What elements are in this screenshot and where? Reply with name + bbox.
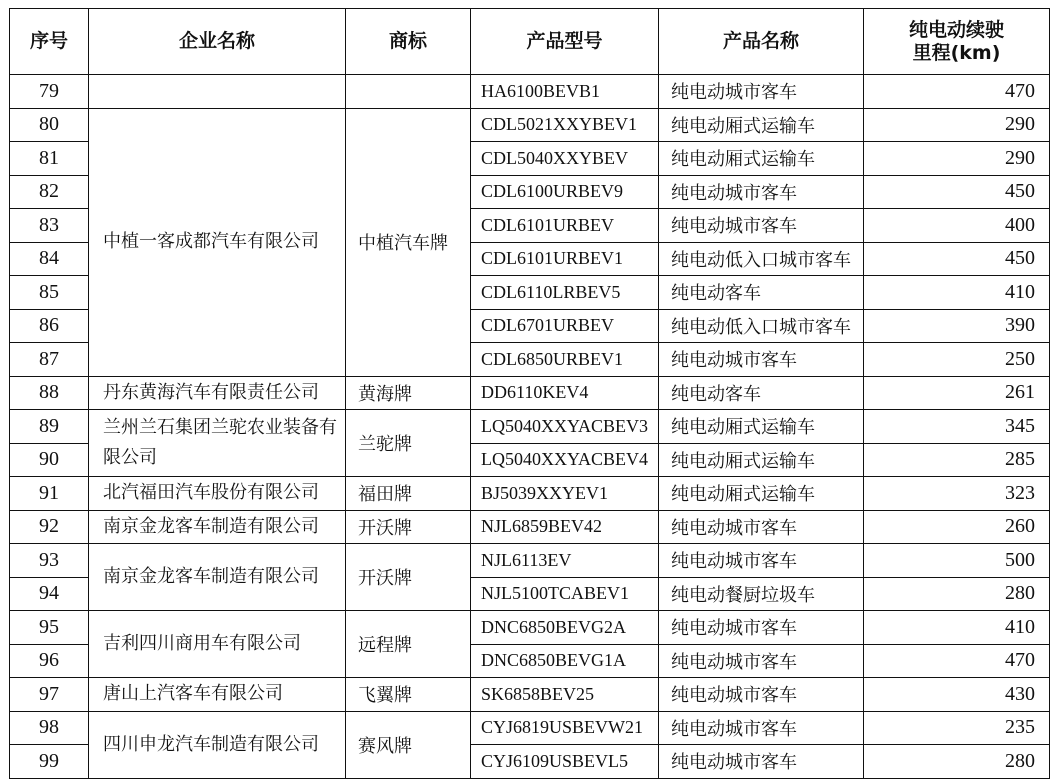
company-cell: 吉利四川商用车有限公司	[89, 611, 346, 678]
product-name-cell: 纯电动城市客车	[659, 544, 864, 578]
header-company: 企业名称	[89, 9, 346, 75]
range-cell: 323	[864, 477, 1050, 511]
range-cell: 470	[864, 75, 1050, 109]
model-cell: CDL6100URBEV9	[471, 175, 659, 209]
seq-cell: 93	[10, 544, 89, 578]
seq-cell: 91	[10, 477, 89, 511]
model-cell: CYJ6819USBEVW21	[471, 711, 659, 745]
range-cell: 235	[864, 711, 1050, 745]
model-cell: CDL5040XXYBEV	[471, 142, 659, 176]
company-cell: 四川申龙汽车制造有限公司	[89, 711, 346, 778]
product-name-cell: 纯电动低入口城市客车	[659, 242, 864, 276]
seq-cell: 89	[10, 410, 89, 444]
company-cell: 南京金龙客车制造有限公司	[89, 510, 346, 544]
seq-cell: 80	[10, 108, 89, 142]
brand-cell	[346, 75, 471, 109]
model-cell: CDL6850URBEV1	[471, 343, 659, 377]
product-name-cell: 纯电动厢式运输车	[659, 142, 864, 176]
model-cell: CDL6110LRBEV5	[471, 276, 659, 310]
brand-cell: 黄海牌	[346, 376, 471, 410]
seq-cell: 82	[10, 175, 89, 209]
vehicle-catalog-table	[9, 8, 1050, 779]
model-cell: BJ5039XXYEV1	[471, 477, 659, 511]
product-name-cell: 纯电动厢式运输车	[659, 477, 864, 511]
brand-cell: 兰驼牌	[346, 410, 471, 477]
seq-cell: 85	[10, 276, 89, 310]
model-cell: NJL5100TCABEV1	[471, 577, 659, 611]
range-cell: 430	[864, 678, 1050, 712]
range-cell: 260	[864, 510, 1050, 544]
seq-cell: 92	[10, 510, 89, 544]
seq-cell: 84	[10, 242, 89, 276]
brand-cell: 中植汽车牌	[346, 108, 471, 376]
range-cell: 250	[864, 343, 1050, 377]
range-cell: 450	[864, 242, 1050, 276]
header-model: 产品型号	[471, 9, 659, 75]
brand-cell: 福田牌	[346, 477, 471, 511]
seq-cell: 95	[10, 611, 89, 645]
company-cell	[89, 75, 346, 109]
brand-cell: 赛风牌	[346, 711, 471, 778]
seq-cell: 99	[10, 745, 89, 779]
range-cell: 280	[864, 745, 1050, 779]
product-name-cell: 纯电动客车	[659, 276, 864, 310]
model-cell: DNC6850BEVG2A	[471, 611, 659, 645]
table-row	[10, 611, 1050, 645]
product-name-cell: 纯电动城市客车	[659, 644, 864, 678]
product-name-cell: 纯电动城市客车	[659, 745, 864, 779]
brand-cell: 开沃牌	[346, 544, 471, 611]
product-name-cell: 纯电动城市客车	[659, 175, 864, 209]
vehicle-catalog-sheet	[9, 8, 1050, 779]
model-cell: NJL6859BEV42	[471, 510, 659, 544]
seq-cell: 97	[10, 678, 89, 712]
range-cell: 500	[864, 544, 1050, 578]
brand-cell: 飞翼牌	[346, 678, 471, 712]
table-row	[10, 510, 1050, 544]
model-cell: CDL6701URBEV	[471, 309, 659, 343]
product-name-cell: 纯电动厢式运输车	[659, 443, 864, 477]
seq-cell: 86	[10, 309, 89, 343]
product-name-cell: 纯电动客车	[659, 376, 864, 410]
seq-cell: 90	[10, 443, 89, 477]
model-cell: CDL6101URBEV1	[471, 242, 659, 276]
product-name-cell: 纯电动城市客车	[659, 75, 864, 109]
header-range-line2: 里程(km)	[912, 41, 1001, 64]
seq-cell: 94	[10, 577, 89, 611]
range-cell: 285	[864, 443, 1050, 477]
header-range	[864, 9, 1050, 75]
range-cell: 290	[864, 108, 1050, 142]
range-cell: 280	[864, 577, 1050, 611]
header-seq: 序号	[10, 9, 89, 75]
seq-cell: 79	[10, 75, 89, 109]
product-name-cell: 纯电动低入口城市客车	[659, 309, 864, 343]
range-cell: 470	[864, 644, 1050, 678]
product-name-cell: 纯电动城市客车	[659, 611, 864, 645]
product-name-cell: 纯电动厢式运输车	[659, 410, 864, 444]
table-row	[10, 75, 1050, 109]
product-name-cell: 纯电动城市客车	[659, 711, 864, 745]
product-name-cell: 纯电动城市客车	[659, 678, 864, 712]
table-row	[10, 711, 1050, 745]
product-name-cell: 纯电动城市客车	[659, 209, 864, 243]
range-cell: 410	[864, 276, 1050, 310]
model-cell: CYJ6109USBEVL5	[471, 745, 659, 779]
product-name-cell: 纯电动餐厨垃圾车	[659, 577, 864, 611]
brand-cell: 开沃牌	[346, 510, 471, 544]
range-cell: 400	[864, 209, 1050, 243]
company-cell: 南京金龙客车制造有限公司	[89, 544, 346, 611]
model-cell: SK6858BEV25	[471, 678, 659, 712]
model-cell: LQ5040XXYACBEV4	[471, 443, 659, 477]
model-cell: DD6110KEV4	[471, 376, 659, 410]
model-cell: NJL6113EV	[471, 544, 659, 578]
range-cell: 290	[864, 142, 1050, 176]
range-cell: 390	[864, 309, 1050, 343]
seq-cell: 87	[10, 343, 89, 377]
company-cell: 兰州兰石集团兰驼农业装备有限公司	[89, 410, 346, 477]
seq-cell: 83	[10, 209, 89, 243]
product-name-cell: 纯电动城市客车	[659, 510, 864, 544]
table-row	[10, 376, 1050, 410]
range-cell: 261	[864, 376, 1050, 410]
seq-cell: 98	[10, 711, 89, 745]
range-cell: 410	[864, 611, 1050, 645]
table-header-row	[10, 9, 1050, 75]
model-cell: CDL5021XXYBEV1	[471, 108, 659, 142]
model-cell: DNC6850BEVG1A	[471, 644, 659, 678]
range-cell: 345	[864, 410, 1050, 444]
range-cell: 450	[864, 175, 1050, 209]
seq-cell: 81	[10, 142, 89, 176]
table-row	[10, 108, 1050, 142]
table-body	[10, 75, 1050, 779]
company-cell: 中植一客成都汽车有限公司	[89, 108, 346, 376]
table-row	[10, 410, 1050, 444]
model-cell: HA6100BEVB1	[471, 75, 659, 109]
header-product-name: 产品名称	[659, 9, 864, 75]
table-row	[10, 477, 1050, 511]
table-row	[10, 544, 1050, 578]
seq-cell: 88	[10, 376, 89, 410]
company-cell: 唐山上汽客车有限公司	[89, 678, 346, 712]
product-name-cell: 纯电动城市客车	[659, 343, 864, 377]
company-cell: 北汽福田汽车股份有限公司	[89, 477, 346, 511]
table-row	[10, 678, 1050, 712]
seq-cell: 96	[10, 644, 89, 678]
brand-cell: 远程牌	[346, 611, 471, 678]
header-range-line1: 纯电动续驶	[908, 18, 1004, 41]
header-brand: 商标	[346, 9, 471, 75]
model-cell: CDL6101URBEV	[471, 209, 659, 243]
company-cell: 丹东黄海汽车有限责任公司	[89, 376, 346, 410]
model-cell: LQ5040XXYACBEV3	[471, 410, 659, 444]
product-name-cell: 纯电动厢式运输车	[659, 108, 864, 142]
